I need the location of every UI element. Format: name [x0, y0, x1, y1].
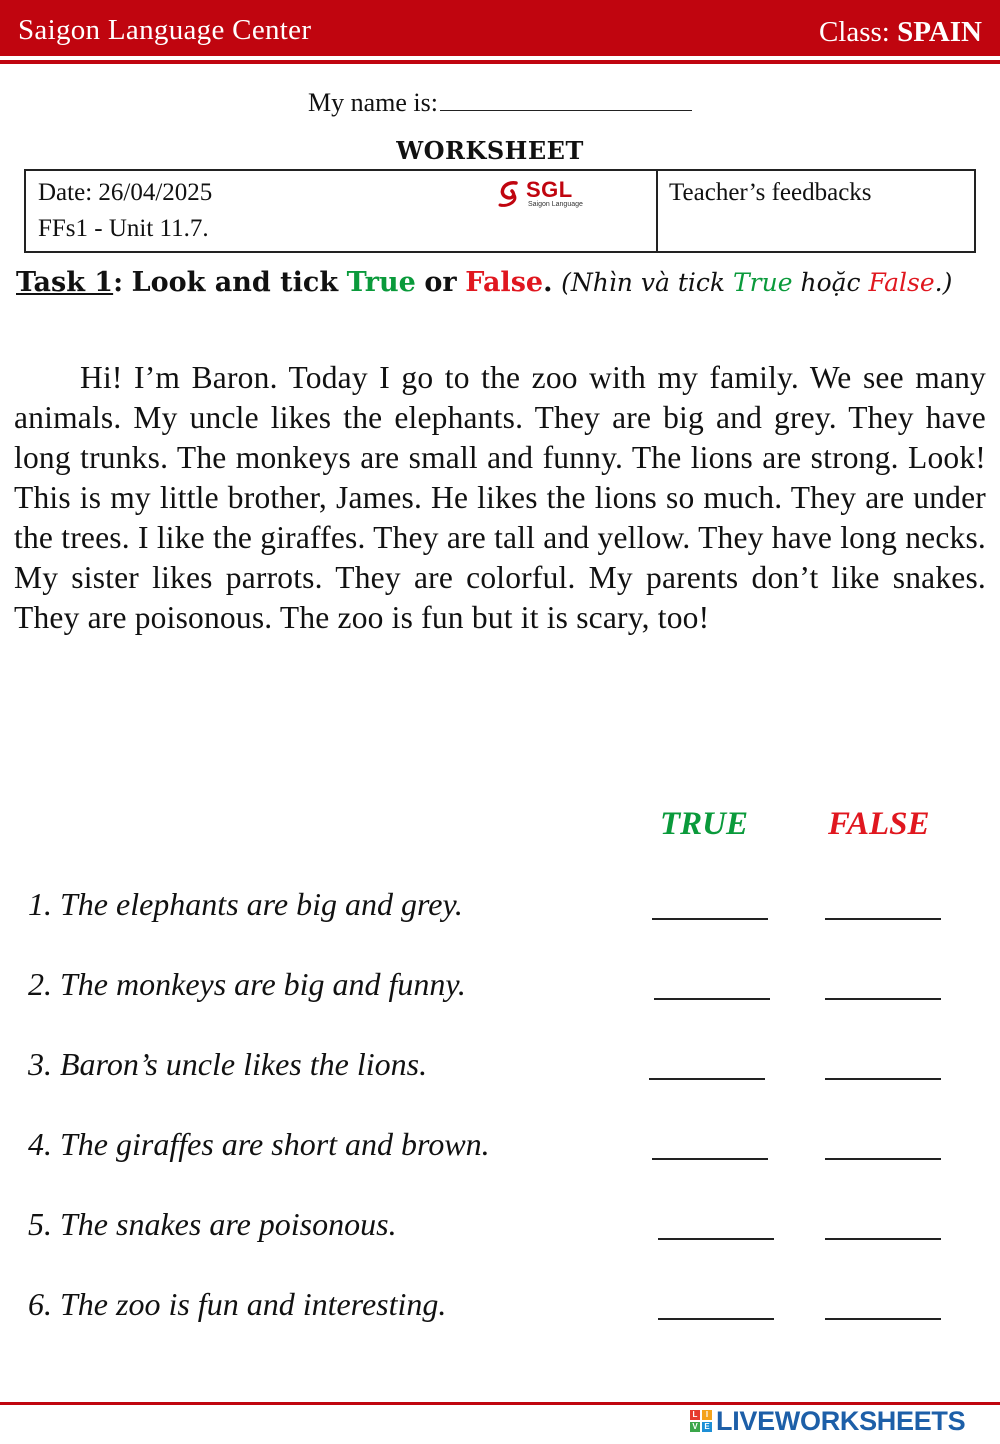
- liveworksheets-text: LIVEWORKSHEETS: [716, 1406, 966, 1436]
- task-true-word: True: [346, 267, 416, 298]
- liveworksheets-grid-icon: [690, 1410, 714, 1434]
- question-6: 6. The zoo is fun and interesting.: [28, 1286, 447, 1322]
- logo-text: SGL: [526, 177, 573, 202]
- logo-subtext: Saigon Language: [528, 201, 583, 208]
- info-table: [24, 169, 976, 253]
- sgl-logo: [494, 177, 594, 211]
- name-prompt: My name is:: [308, 88, 438, 117]
- grid-cell-e: E: [702, 1422, 712, 1432]
- hint-open: (Nhìn và tick: [561, 268, 726, 297]
- question-5: 5. The snakes are poisonous.: [28, 1206, 397, 1242]
- sgl-swirl-icon: [494, 177, 528, 211]
- hint-true: True: [732, 268, 793, 297]
- liveworksheets-logo[interactable]: [690, 1404, 990, 1440]
- date-text: Date: 26/04/2025: [38, 179, 213, 206]
- q4-true-blank[interactable]: [652, 1158, 768, 1160]
- class-label: Class:: [818, 16, 890, 48]
- question-1: 1. The elephants are big and grey.: [28, 886, 463, 922]
- q5-true-blank[interactable]: [658, 1238, 774, 1240]
- task-heading: [16, 264, 986, 302]
- q3-true-blank[interactable]: [649, 1078, 765, 1080]
- task-false-word: False: [465, 267, 544, 298]
- q4-false-blank[interactable]: [825, 1158, 941, 1160]
- unit-text: FFs1 - Unit 11.7.: [38, 215, 209, 242]
- q6-false-blank[interactable]: [825, 1318, 941, 1320]
- task-hint: [561, 268, 952, 297]
- task-colon: :: [113, 267, 124, 298]
- q5-false-blank[interactable]: [825, 1238, 941, 1240]
- question-3: 3. Baron’s uncle likes the lions.: [28, 1046, 428, 1082]
- q2-true-blank[interactable]: [654, 998, 770, 1000]
- name-blank[interactable]: [440, 88, 692, 111]
- header-divider: [0, 60, 1000, 64]
- task-instruction: Look and tick: [131, 267, 339, 298]
- q1-false-blank[interactable]: [825, 918, 941, 920]
- worksheet-title: WORKSHEET: [396, 136, 584, 165]
- class-value: SPAIN: [897, 16, 982, 48]
- q6-true-blank[interactable]: [658, 1318, 774, 1320]
- false-column-header: FALSE: [828, 806, 930, 842]
- task-label: Task 1: [16, 267, 114, 298]
- feedback-label: Teacher’s feedbacks: [669, 179, 872, 206]
- header-bar: [0, 0, 1000, 56]
- true-column-header: TRUE: [660, 806, 749, 842]
- class-info: [819, 16, 982, 49]
- grid-cell-i: I: [702, 1410, 712, 1420]
- hint-close: .): [934, 268, 953, 297]
- grid-cell-l: L: [690, 1410, 700, 1420]
- reading-passage: Hi! I’m Baron. Today I go to the zoo with my family. We see many animals. My uncle likes the elephants. They are big and grey. They have long trunks. The monkeys are small and funny. The lions are strong. Look! This is my little brother, James. He likes the lions so much. They are under the trees. I like the giraffes. They are tall and yellow. They have long necks. My sister likes parrots. They are colorful. My parents don’t like snakes. They are poisonous. The zoo is fun but it is scary, too!: [14, 360, 986, 635]
- grid-cell-v: V: [690, 1422, 700, 1432]
- hint-false: False: [868, 268, 935, 297]
- task-or-word: or: [424, 267, 457, 298]
- q1-true-blank[interactable]: [652, 918, 768, 920]
- info-left-cell: [26, 171, 658, 251]
- question-2: 2. The monkeys are big and funny.: [28, 966, 466, 1002]
- q3-false-blank[interactable]: [825, 1078, 941, 1080]
- center-name: Saigon Language Center: [18, 14, 312, 46]
- q2-false-blank[interactable]: [825, 998, 941, 1000]
- hint-mid: hoặc: [800, 268, 861, 297]
- name-line: [0, 88, 1000, 118]
- task-period: .: [543, 267, 553, 298]
- question-4: 4. The giraffes are short and brown.: [28, 1126, 490, 1162]
